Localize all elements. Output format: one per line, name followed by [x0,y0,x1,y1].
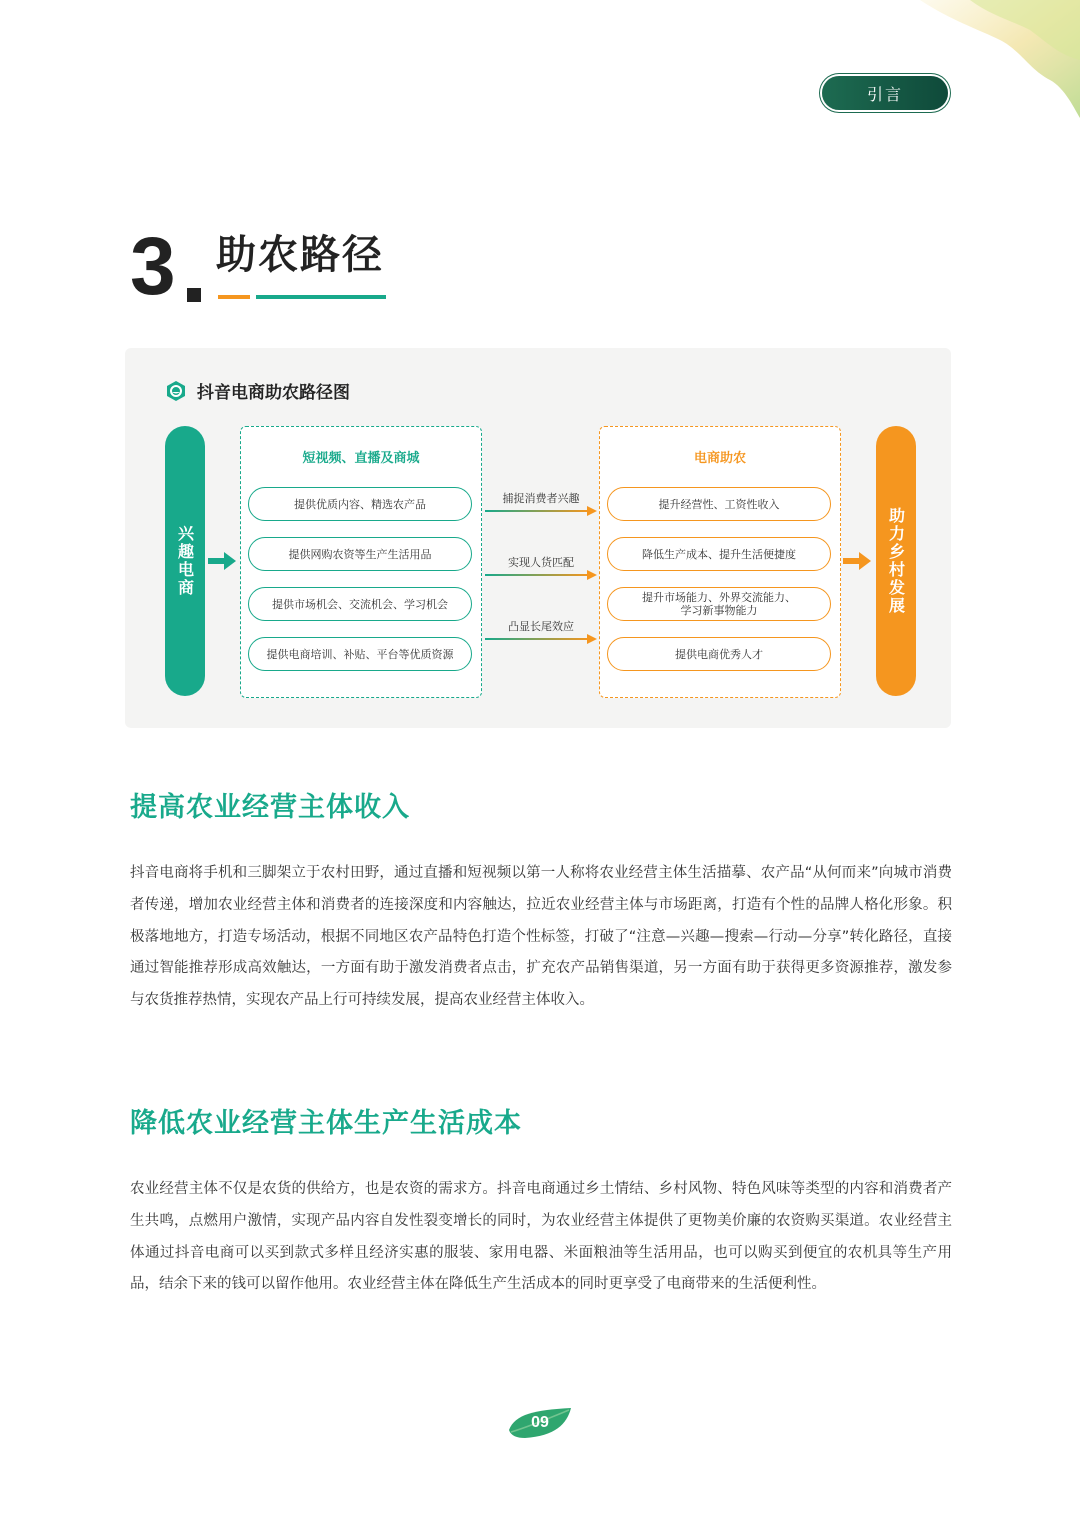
diagram-title-text: 抖音电商助农路径图 [197,383,350,403]
mechanism-label: 捕捉消费者兴趣 [502,492,580,505]
section-number: 3 [130,221,176,312]
mechanism-arrow [485,634,597,644]
section-heading-income: 提高农业经营主体收入 [130,792,410,823]
channel-item: 提供优质内容、精选农产品 [248,487,472,521]
diagram-title [165,378,350,403]
channel-item: 提供市场机会、交流机会、学习机会 [248,587,472,621]
section-body-income: 抖音电商将手机和三脚架立于农村田野，通过直播和短视频以第一人称将农业经营主体生活描摹、农产品“从何而来”向城市消费者传递，增加农业经营主体和消费者的连接深度和内容触达，拉近农业经营主体与市场距离，打造有个性的品牌人格化形象。积极落地地方，打造专场活动，根据不同地区农产品特色打造个性标签，打破了“注意—兴趣—搜索—行动—分享”转化路径，直接通过智能推荐形成高效触达，一方面有助于激发消费者点击，扩充农产品销售渠道，另一方面有助于获得更多资源推荐，激发参与农货推荐热情，实现农产品上行可持续发展，提高农业经营主体收入。 [130,865,952,1009]
title-underline-green [256,295,386,299]
outcome-item: 提升经营性、工资性收入 [607,487,831,521]
outcome-item-line: 学习新事物能力 [680,604,758,617]
chapter-tag: 引言 [822,76,948,110]
outcomes-heading: 电商助农 [693,451,746,466]
section-heading-cost: 降低农业经营主体生产生活成本 [130,1108,522,1139]
title-underline-orange [218,295,250,299]
path-diagram [125,348,951,728]
channel-item: 提供网购农资等生产生活用品 [248,537,472,571]
section-title: 助农路径 [216,232,384,278]
mechanism-arrow [485,570,597,580]
rural-development-pill: 助力乡村发展 [876,426,916,696]
section-number-dot [187,288,201,302]
outcomes-box [599,426,841,698]
mechanism-arrow [485,506,597,516]
page-number-badge [505,1406,575,1440]
channels-box [240,426,482,698]
outcome-item-line: 提升市场能力、外界交流能力、 [642,591,796,604]
interest-ecommerce-pill: 兴趣电商 [165,426,205,696]
mechanism-label: 实现人货匹配 [508,556,574,569]
channel-item: 提供电商培训、补贴、平台等优质资源 [248,637,472,671]
arrow-right-icon [208,551,238,571]
outcome-item: 提供电商优秀人才 [607,637,831,671]
outcome-item [607,587,831,621]
section-body-cost: 农业经营主体不仅是农货的供给方，也是农资的需求方。抖音电商通过乡土情结、乡村风物、特色风味等类型的内容和消费者产生共鸣，点燃用户激情，实现产品内容自发性裂变增长的同时，为农业经营主体提供了更物美价廉的农资购买渠道。农业经营主体通过抖音电商可以买到款式多样且经济实惠的服装、家用电器、米面粮油等生活用品，也可以购买到便宜的农机具等生产用品，结余下来的钱可以留作他用。农业经营主体在降低生产生活成本的同时更享受了电商带来的生活便利性。 [130,1181,952,1293]
hexagon-icon [165,380,187,402]
channels-heading: 短视频、直播及商城 [302,451,420,466]
page-number: 09 [531,1414,549,1431]
mechanism-label: 凸显长尾效应 [508,620,574,633]
arrow-right-icon [843,551,873,571]
outcome-item: 降低生产成本、提升生活便捷度 [607,537,831,571]
